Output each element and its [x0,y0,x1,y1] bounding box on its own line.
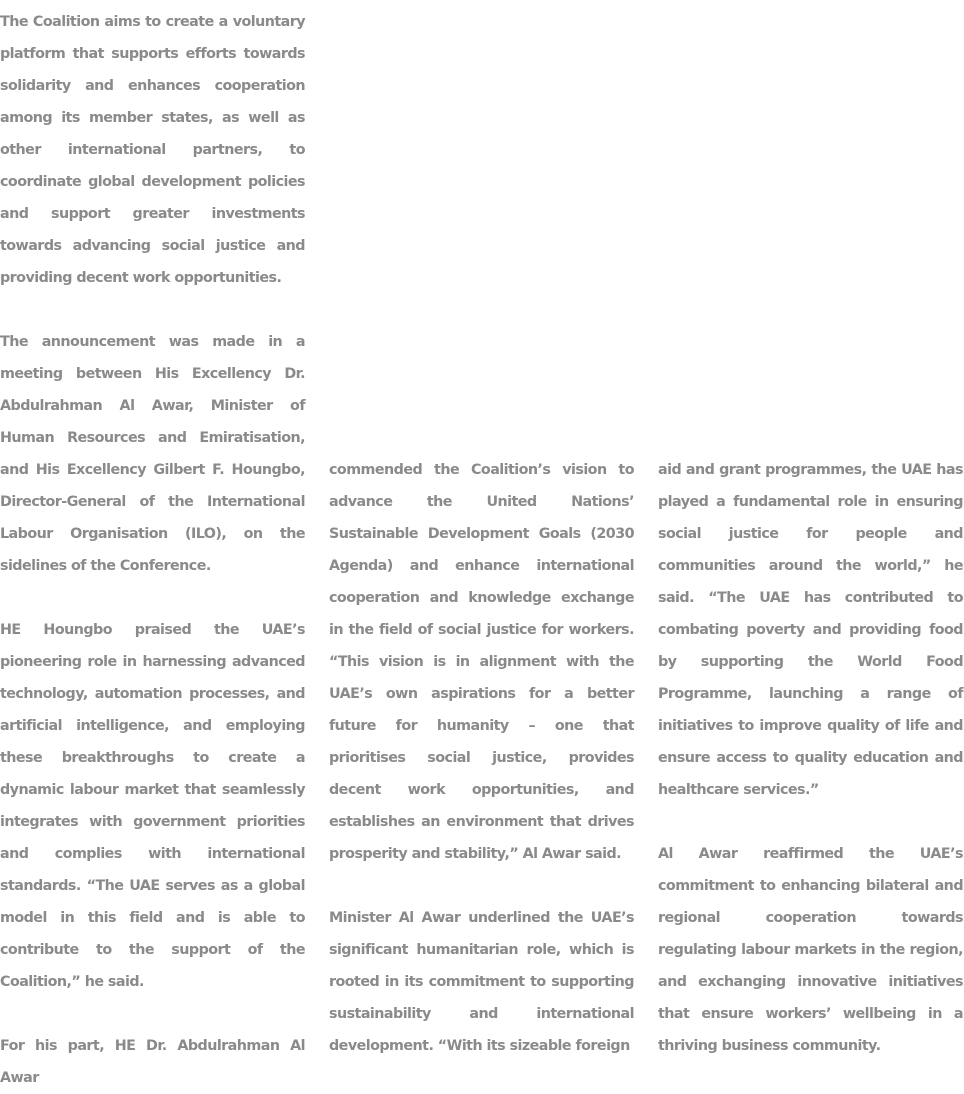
paragraph-al-awar-start: For his part, HE Dr. Abdulrahman Al Awar [0,1038,305,1086]
paragraph-humanitarian-role: Minister Al Awar underlined the UAE’s significant humanitarian role, which is rooted in its commitment to supporting sustainability and international development. “With its sizeable foreign [329,910,634,1054]
paragraph-coalition-vision: commended the Coalition’s vision to advance the United Nations’ Sustainable Development Goals (2030 Agenda) and enhance international cooperation and knowledge exchange in the field of social justice for workers. “This vision is in alignment with the UAE’s own aspirations for a better future for humanity – one that prioritises social justice, provides decent work opportunities, and establishes an environment that drives prosperity and stability,” Al Awar said. [329,462,634,862]
paragraph-coalition-aims: The Coalition aims to create a voluntary platform that supports efforts towards solidarity and enhances cooperation among its member states, as well as other international partners, to coordinate global development policies and support greater investments towards advancing social justice and providing decent work opportunities. [0,14,305,286]
paragraph-reaffirmed-commitment: Al Awar reaffirmed the UAE’s commitment to enhancing bilateral and regional cooperation towards regulating labour markets in the region, and exchanging innovative initiatives that ensure workers’ wellbeing in a thriving business community. [658,846,963,1054]
article-column-2 [329,454,634,1062]
paragraph-houngbo-praise: HE Houngbo praised the UAE’s pioneering role in harnessing advanced technology, automation processes, and artificial intelligence, and employing these breakthroughs to create a dynamic labour market that seamlessly integrates with government priorities and complies with international standards. “The UAE serves as a global model in this field and is able to contribute to the support of the Coalition,” he said. [0,622,305,990]
paragraph-aid-programmes: aid and grant programmes, the UAE has played a fundamental role in ensuring social justice for people and communities around the world,” he said. “The UAE has contributed to combating poverty and providing food by supporting the World Food Programme, launching a range of initiatives to improve quality of life and ensure access to quality education and healthcare services.” [658,462,963,798]
article-column-3 [658,454,963,1062]
article-column-1 [0,6,305,1094]
paragraph-announcement: The announcement was made in a meeting between His Excellency Dr. Abdulrahman Al Awar, Minister of Human Resources and Emiratisation, and His Excellency Gilbert F. Houngbo, Director-General of the International Labour Organisation (ILO), on the sidelines of the Conference. [0,334,305,574]
